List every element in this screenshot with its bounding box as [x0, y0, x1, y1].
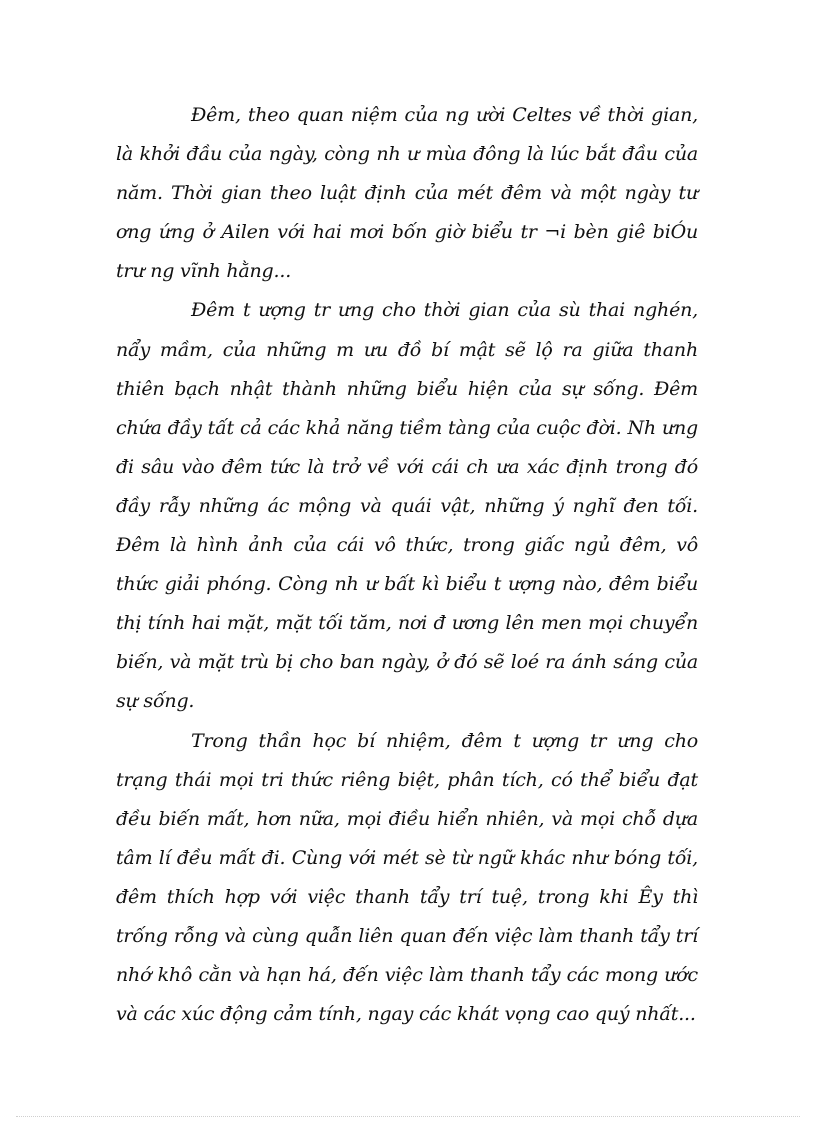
- page-bottom-divider: [16, 1116, 800, 1117]
- text-body: [116, 96, 698, 1034]
- paragraph-night-theology: Trong thần học bí nhiệm, đêm t ượng tr ưng cho trạng thái mọi tri thức riêng biệt, phân tích, có thể biểu đạt đều biến mất, hơn nữa, mọi điều hiển nhiên, và mọi chỗ dựa tâm lí đều mất đi. Cùng với mét sè từ ngữ khác như bóng tối, đêm thích hợp với việc thanh tẩy trí tuệ, trong khi Êy thì trống rỗng và cùng quẫn liên quan đến việc làm thanh tẩy trí nhớ khô cằn và hạn há, đến việc làm thanh tẩy các mong ước và các xúc động cảm tính, ngay các khát vọng cao quý nhất...: [116, 729, 698, 1026]
- paragraph-night-celtes: Đêm, theo quan niệm của ng ười Celtes về thời gian, là khởi đầu của ngày, còng nh ư mùa đông là lúc bắt đầu của năm. Thời gian theo luật định của mét đêm và một ngày tư ơng ứng ở Ailen với hai mơi bốn giờ biểu tr ¬i bèn giê biÓu trư ng vĩnh hằng...: [116, 104, 698, 283]
- paragraph-night-symbol: Đêm t ượng tr ưng cho thời gian của sù thai nghén, nẩy mầm, của những m ưu đồ bí mật sẽ lộ ra giữa thanh thiên bạch nhật thành những biểu hiện của sự sống. Đêm chứa đầy tất cả các khả năng tiềm tàng của cuộc đời. Nh ưng đi sâu vào đêm tức là trở về với cái ch ưa xác định trong đó đầy rẫy những ác mộng và quái vật, những ý nghĩ đen tối. Đêm là hình ảnh của cái vô thức, trong giấc ngủ đêm, vô thức giải phóng. Còng nh ư bất kì biểu t ượng nào, đêm biểu thị tính hai mặt, mặt tối tăm, nơi đ ương lên men mọi chuyển biến, và mặt trù bị cho ban ngày, ở đó sẽ loé ra ánh sáng của sự sống.: [116, 299, 698, 713]
